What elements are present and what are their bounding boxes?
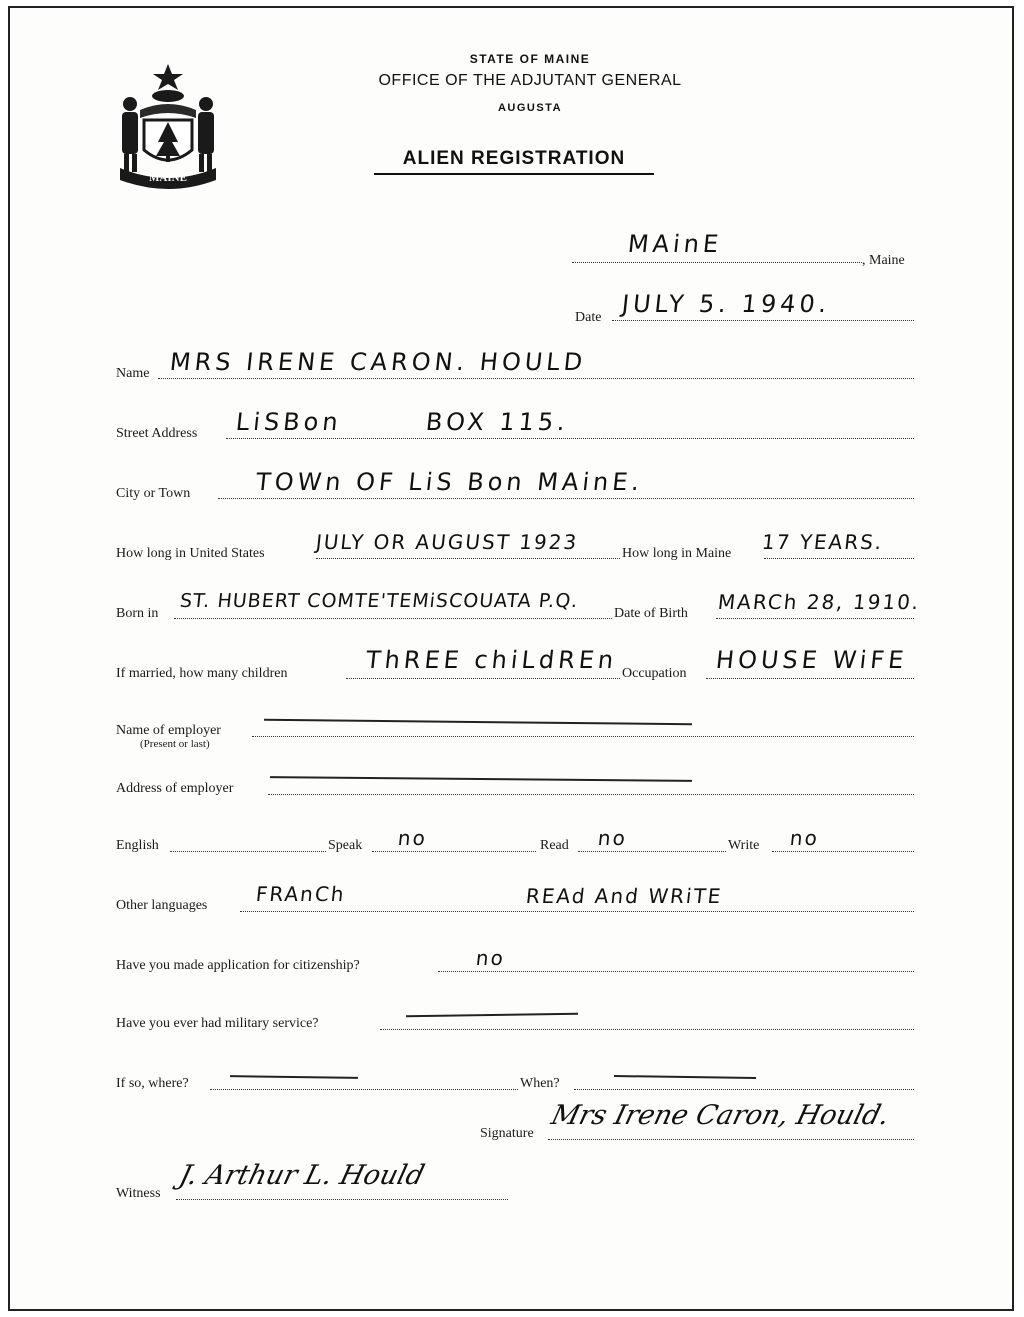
name-label: Name: [116, 366, 150, 381]
read-label: Read: [540, 838, 569, 853]
children-value: ThREE chiLdREn: [364, 646, 619, 674]
maine-state-seal: [112, 60, 224, 190]
employer-address-line: [268, 794, 914, 795]
name-line: [158, 378, 914, 379]
when-label: When?: [520, 1076, 560, 1091]
city-value: TOWn OF LiS Bon MAinE.: [254, 468, 645, 496]
signature-label: Signature: [480, 1126, 534, 1141]
employer-name-label: Name of employer: [116, 723, 221, 738]
citizenship-label: Have you made application for citizenship?: [116, 958, 360, 973]
born-in-label: Born in: [116, 606, 159, 621]
date-line: [612, 320, 914, 321]
citizenship-value: no: [474, 946, 507, 970]
english-line: [170, 851, 326, 852]
where-line: [210, 1089, 518, 1090]
where-label: If so, where?: [116, 1076, 189, 1091]
other-languages-value-b: REAd And WRiTE: [524, 884, 724, 908]
date-label: Date: [575, 310, 602, 325]
date-of-birth-label: Date of Birth: [614, 606, 688, 621]
read-line: [578, 851, 726, 852]
place-line: [572, 262, 862, 263]
signature-line: [548, 1139, 914, 1140]
employer-note-label: (Present or last): [140, 738, 210, 750]
date-value: JULY 5. 1940.: [620, 290, 832, 318]
occupation-label: Occupation: [622, 666, 687, 681]
street-label: Street Address: [116, 426, 198, 441]
witness-signature: J. Arthur L. Hould: [176, 1160, 428, 1191]
how-long-us-value: JULY OR AUGUST 1923: [314, 530, 580, 554]
children-label: If married, how many children: [116, 666, 288, 681]
occupation-value: HOUSE WiFE: [714, 646, 909, 674]
english-label: English: [116, 838, 159, 853]
speak-label: Speak: [328, 838, 363, 853]
born-in-line: [174, 618, 612, 619]
date-of-birth-value: MARCh 28, 1910.: [716, 590, 922, 614]
occupation-line: [706, 678, 914, 679]
how-long-maine-value: 17 YEARS.: [760, 530, 885, 554]
write-line: [772, 851, 914, 852]
speak-value: no: [396, 826, 429, 850]
military-label: Have you ever had military service?: [116, 1016, 319, 1031]
city-line: [218, 498, 914, 499]
how-long-maine-label: How long in Maine: [622, 546, 732, 561]
svg-text:MAINE: MAINE: [149, 172, 187, 184]
witness-label: Witness: [116, 1186, 161, 1201]
born-in-value: ST. HUBERT COMTE'TEMiSCOUATA P.Q.: [178, 590, 580, 612]
street-line: [226, 438, 914, 439]
header-city: AUGUSTA: [497, 102, 563, 114]
street-value-b: BOX 115.: [424, 408, 571, 436]
place-value: MAinE: [626, 230, 724, 258]
other-languages-value-a: FRAnCh: [254, 882, 347, 906]
maine-suffix-label: , Maine: [862, 253, 905, 268]
how-long-us-line: [316, 558, 620, 559]
how-long-us-label: How long in United States: [116, 546, 265, 561]
header-office: OFFICE OF THE ADJUTANT GENERAL: [378, 72, 682, 89]
write-value: no: [788, 826, 821, 850]
military-line: [380, 1029, 914, 1030]
city-label: City or Town: [116, 486, 191, 501]
children-line: [346, 678, 620, 679]
citizenship-line: [438, 971, 914, 972]
witness-line: [176, 1199, 508, 1200]
how-long-maine-line: [764, 558, 914, 559]
applicant-signature: Mrs Irene Caron, Hould.: [548, 1100, 893, 1131]
other-languages-line: [240, 911, 914, 912]
write-label: Write: [728, 838, 760, 853]
other-languages-label: Other languages: [116, 898, 208, 913]
employer-address-label: Address of employer: [116, 781, 234, 796]
when-line: [574, 1089, 914, 1090]
header-state: STATE OF MAINE: [469, 52, 591, 66]
employer-name-line: [252, 736, 914, 737]
name-value: MRS IRENE CARON. HOULD: [168, 348, 588, 376]
read-value: no: [596, 826, 629, 850]
speak-line: [372, 851, 536, 852]
date-of-birth-line: [716, 618, 914, 619]
street-value-a: LiSBon: [234, 408, 344, 436]
form-title: ALIEN REGISTRATION: [374, 148, 654, 175]
